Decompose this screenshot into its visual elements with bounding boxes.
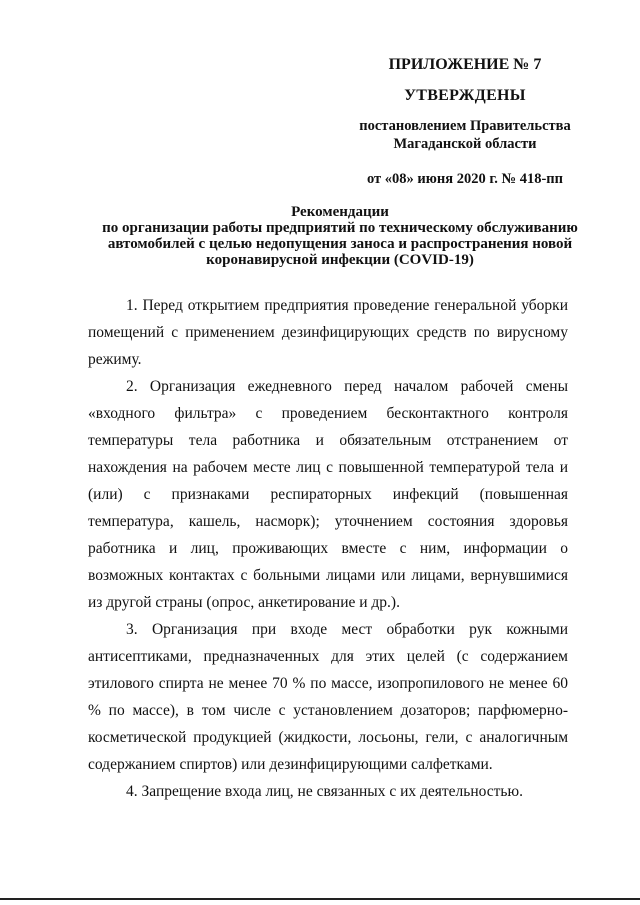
decree-line-2: Магаданской области (393, 136, 537, 152)
document-body (88, 292, 568, 805)
decree-line-1: постановлением Правительства (359, 118, 571, 134)
paragraph-4: 4. Запрещение входа лиц, не связанных с их деятельностью. (126, 783, 523, 800)
paragraph-1: 1. Перед открытием предприятия проведение генеральной уборки помещений с применением дезинфицирующих средств по вирусному режиму. (88, 297, 568, 368)
decree-reference (320, 117, 610, 153)
decree-date: от «08» июня 2020 г. № 418-пп (367, 171, 563, 187)
title-line-3: коронавирусной инфекции (COVID-19) (206, 252, 474, 268)
document-title (60, 204, 620, 268)
appendix-number: ПРИЛОЖЕНИЕ № 7 (388, 56, 542, 73)
approved-label: УТВЕРЖДЕНЫ (404, 87, 526, 104)
title-main: Рекомендации (291, 204, 389, 220)
page-bottom-edge (0, 898, 640, 900)
title-line-1: по организации работы предприятий по техническому обслуживанию (102, 220, 578, 236)
title-line-2: автомобилей с целью недопущения заноса и распространения новой (107, 236, 573, 252)
paragraph-3: 3. Организация при входе мест обработки рук кожными антисептиками, предназначенных для этих целей (с содержанием этилового спирта не менее 70 % по массе, изопропилового не менее 60 % по массе), в том числе с установлением дозаторов; парфюмерно-косметической продукцией (жидкости, лосьоны, гели, с аналогичным содержанием спиртов) или дезинфицирующими салфетками. (88, 621, 568, 773)
paragraph-2: 2. Организация ежедневного перед началом рабочей смены «входного фильтра» с проведением бесконтактного контроля температуры тела работника и обязательным отстранением от нахождения на рабочем месте лиц с повышенной температурой тела и (или) с признаками респираторных инфекций (повышенная температура, кашель, насморк); уточнением состояния здоровья работника и лиц, проживающих вместе с ним, информации о возможных контактах с больными лицами или лицами, вернувшимися из другой страны (опрос, анкетирование и др.). (88, 378, 568, 611)
approval-header (320, 55, 610, 188)
